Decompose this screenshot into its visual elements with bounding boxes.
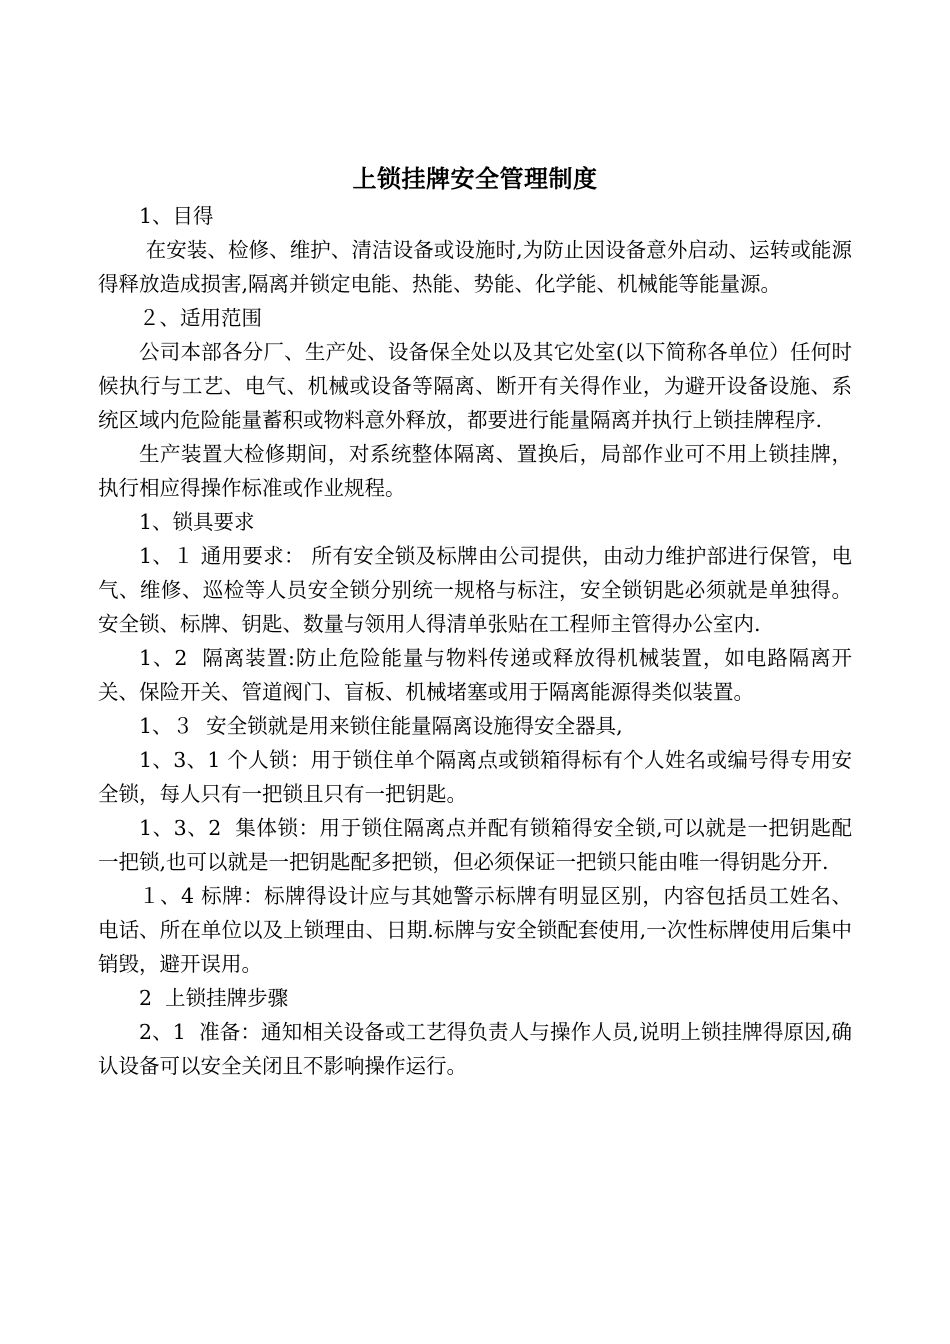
paragraph-safety-lock: 1、３ 安全锁就是用来锁住能量隔离设施得安全器具,	[139, 714, 623, 738]
paragraph-scope: 公司本部各分厂、生产处、设备保全处以及其它处室(以下简称各单位）任何时候执行与工艺、电气、机械或设备等隔离、断开有关得作业，为避开设备设施、系统区域内危险能量蓄积或物料意外释放，都要进行能量隔离并执行上锁挂牌程序.	[98, 340, 852, 432]
paragraph-tag: １、4 标牌：标牌得设计应与其她警示标牌有明显区别，内容包括员工姓名、电话、所在单位以及上锁理由、日期.标牌与安全锁配套使用,一次性标牌使用后集中销毁，避开误用。	[98, 884, 852, 976]
paragraph-personal-lock: 1、3、1 个人锁：用于锁住单个隔离点或锁箱得标有个人姓名或编号得专用安全锁，每人只有一把锁且只有一把钥匙。	[98, 748, 852, 806]
paragraph-overhaul: 生产装置大检修期间，对系统整体隔离、置换后，局部作业可不用上锁挂牌，执行相应得操作标准或作业规程。	[98, 442, 852, 500]
document-body	[98, 199, 852, 1083]
paragraph-general-requirements: 1、１ 通用要求： 所有安全锁及标牌由公司提供，由动力维护部进行保管，电气、维修、巡检等人员安全锁分别统一规格与标注，安全锁钥匙必须就是单独得。安全锁、标牌、钥匙、数量与领用人得清单张贴在工程师主管得办公室内.	[98, 544, 852, 636]
section-heading-purpose: 1、目得	[139, 204, 214, 228]
paragraph-purpose: 在安装、检修、维护、清洁设备或设施时,为防止因设备意外启动、运转或能源得释放造成损害,隔离并锁定电能、热能、势能、化学能、机械能等能量源。	[98, 238, 852, 296]
paragraph-group-lock: 1、3、2 集体锁：用于锁住隔离点并配有锁箱得安全锁,可以就是一把钥匙配一把锁,也可以就是一把钥匙配多把锁，但必须保证一把锁只能由唯一得钥匙分开.	[98, 816, 852, 874]
section-heading-lockout-steps: 2 上锁挂牌步骤	[139, 986, 289, 1010]
paragraph-preparation: 2、1 准备：通知相关设备或工艺得负责人与操作人员,说明上锁挂牌得原因,确认设备可以安全关闭且不影响操作运行。	[98, 1020, 852, 1078]
paragraph-isolation-device: 1、2 隔离装置:防止危险能量与物料传递或释放得机械装置，如电路隔离开关、保险开关、管道阀门、盲板、机械堵塞或用于隔离能源得类似装置。	[98, 646, 852, 704]
section-heading-scope: ２、适用范围	[139, 306, 262, 330]
document-title: 上锁挂牌安全管理制度	[352, 165, 598, 193]
section-heading-lock-requirements: 1、锁具要求	[139, 510, 255, 534]
